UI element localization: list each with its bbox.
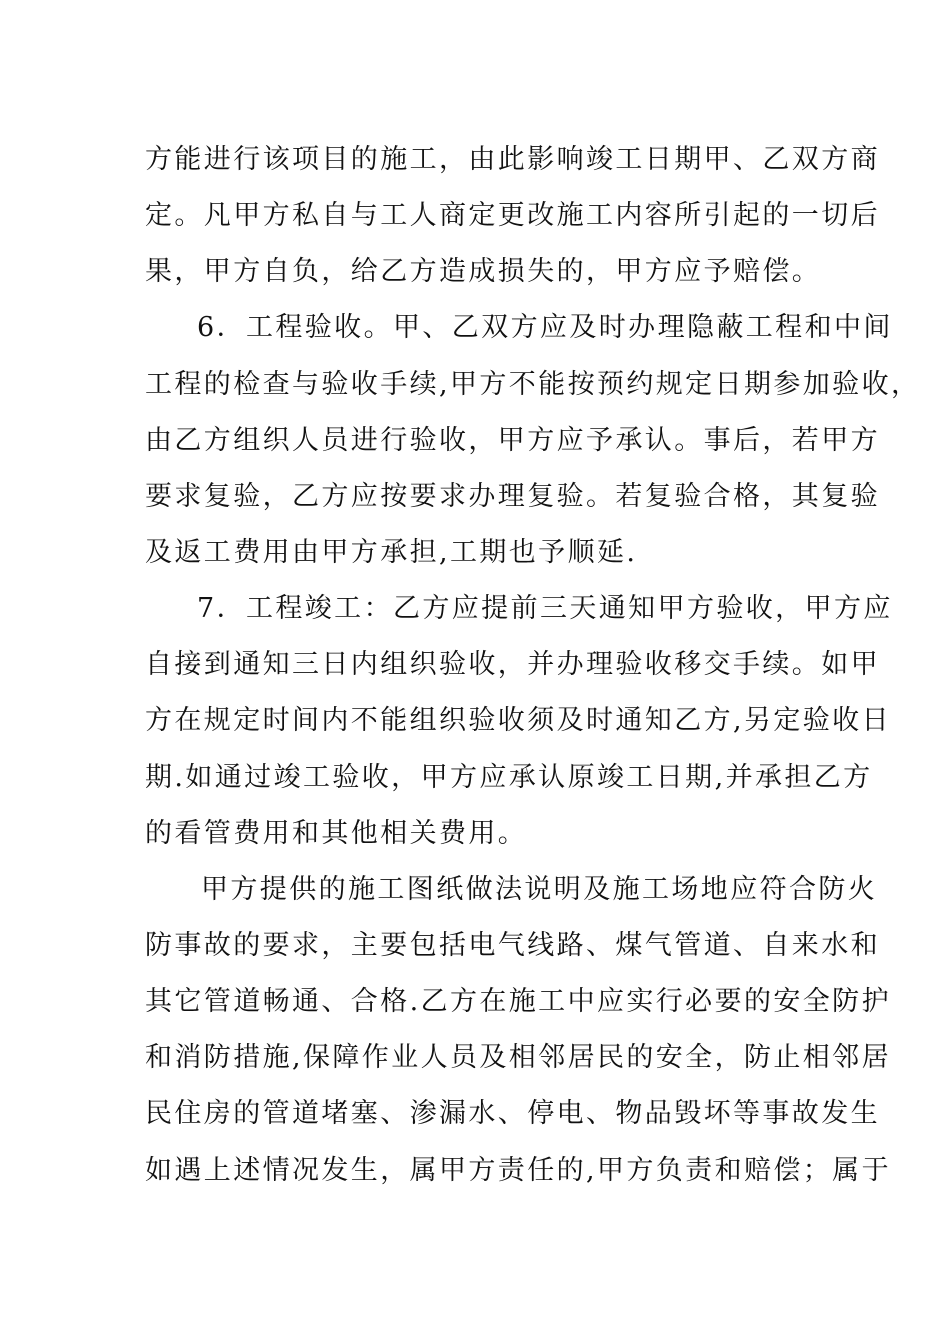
clause-6-heading-line: 6．工程验收。甲、乙双方应及时办理隐蔽工程和中间 — [197, 312, 893, 344]
text-line: 由乙方组织人员进行验收，甲方应予承认。事后，若甲方 — [145, 424, 880, 456]
text-line: 方在规定时间内不能组织验收须及时通知乙方,另定验收日 — [145, 705, 891, 737]
text-line: 期.如通过竣工验收，甲方应承认原竣工日期,并承担乙方 — [145, 761, 873, 793]
text-line: 定。凡甲方私自与工人商定更改施工内容所引起的一切后 — [145, 200, 880, 232]
safety-paragraph-first-line: 甲方提供的施工图纸做法说明及施工场地应符合防火 — [201, 873, 878, 905]
text-line: 自接到通知三日内组织验收，并办理验收移交手续。如甲 — [145, 649, 880, 681]
text-line: 和消防措施,保障作业人员及相邻居民的安全，防止相邻居 — [145, 1042, 891, 1074]
contract-text-body — [145, 132, 921, 1199]
text-line: 的看管费用和其他相关费用。 — [145, 817, 528, 849]
text-line: 要求复验，乙方应按要求办理复验。若复验合格，其复验 — [145, 480, 880, 512]
text-line: 果，甲方自负，给乙方造成损失的，甲方应予赔偿。 — [145, 256, 822, 288]
text-line: 工程的检查与验收手续,甲方不能按预约规定日期参加验收， — [145, 368, 921, 400]
text-line: 民住房的管道堵塞、渗漏水、停电、物品毁坏等事故发生 — [145, 1098, 880, 1130]
text-line: 如遇上述情况发生，属甲方责任的,甲方负责和赔偿；属于 — [145, 1154, 891, 1186]
text-line: 方能进行该项目的施工，由此影响竣工日期甲、乙双方商 — [145, 144, 880, 175]
text-line: 其它管道畅通、合格.乙方在施工中应实行必要的安全防护 — [145, 986, 891, 1018]
text-line: 及返工费用由甲方承担,工期也予顺延. — [145, 536, 638, 568]
clause-7-heading-line: 7．工程竣工：乙方应提前三天通知甲方验收，甲方应 — [197, 593, 893, 625]
text-line: 防事故的要求，主要包括电气线路、煤气管道、自来水和 — [145, 929, 880, 961]
